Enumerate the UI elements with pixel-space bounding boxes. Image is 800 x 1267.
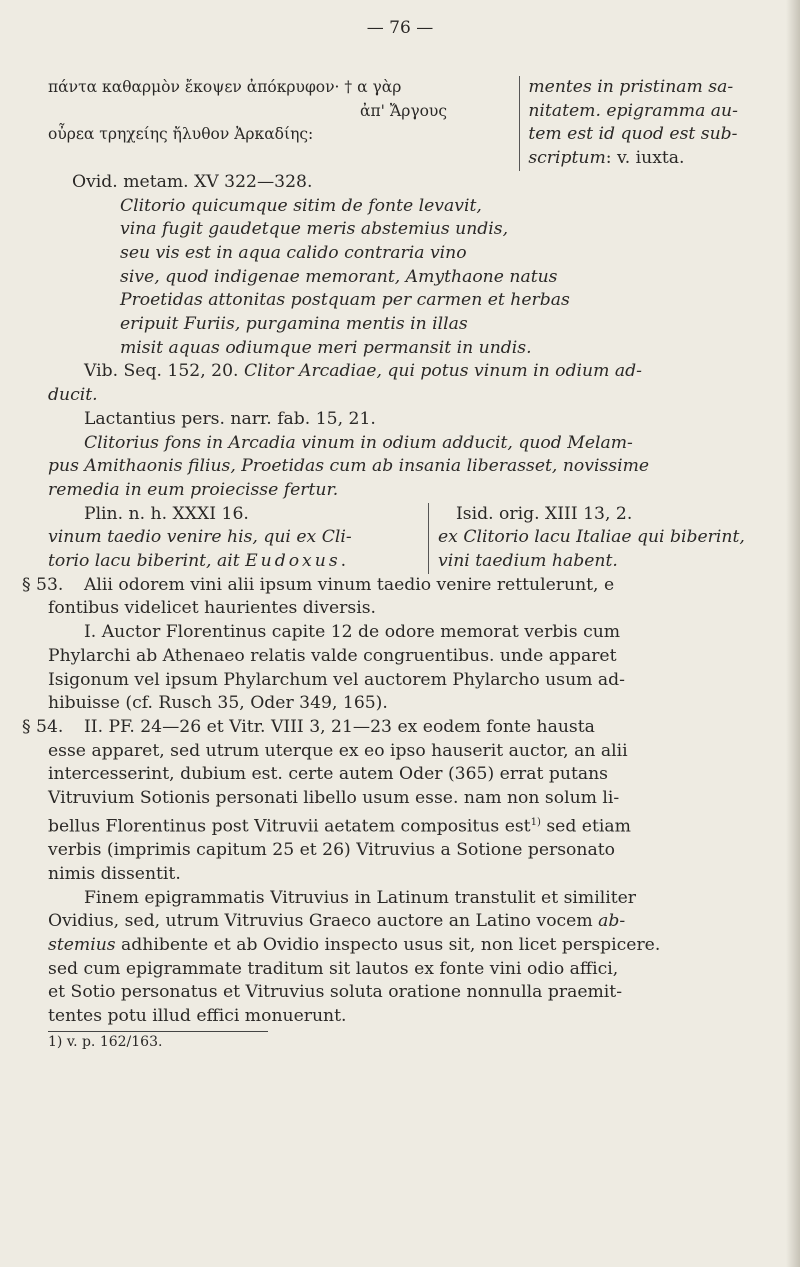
- s54-text: bellus Florentinus post Vitruvii aetatem compositus est: [48, 816, 531, 837]
- greek-line: ἀπ' Ἄργους: [360, 101, 448, 120]
- footnote-ref: 1): [530, 816, 541, 828]
- final-line: [48, 910, 768, 934]
- gloss-line: nitatem. epigramma au-: [528, 100, 738, 121]
- greek-line: πάντα καθαρμὸν ἔκοψεν ἀπόκρυφον· † α γὰρ: [48, 78, 402, 96]
- plin-end: .: [340, 551, 347, 572]
- s54-line: esse apparet, sed utrum uterque ex eo ipso hauserit auctor, an alii: [48, 740, 628, 761]
- s54-line: nimis dissentit.: [48, 863, 181, 884]
- s53-line: Isigonum vel ipsum Phylarchum vel auctorem Phylarcho usum ad-: [48, 669, 625, 690]
- vib-line: ducit.: [48, 385, 98, 406]
- verse-line: Clitorio quicumque sitim de fonte levavit,: [120, 195, 482, 216]
- gloss-line: tem est id quod est sub-: [528, 124, 738, 145]
- greek-block: [48, 76, 768, 171]
- final-italic: stemius: [48, 935, 116, 956]
- s54-line: Vitruvium Sotionis personati libello usum esse. nam non solum li-: [48, 788, 620, 809]
- final-paragraph: [48, 887, 768, 1029]
- plin-author: Eudoxus: [245, 551, 341, 572]
- final-line: Finem epigrammatis Vitruvius in Latinum transtulit et similiter: [84, 887, 636, 908]
- page-number: — 76 —: [366, 18, 434, 38]
- gloss-line: mentes in pristinam sa-: [528, 77, 734, 97]
- s54-line: intercesserint, dubium est. certe autem Oder (365) errat putans: [48, 764, 608, 785]
- plin-column: [48, 503, 428, 574]
- final-line: sed cum epigrammate traditum sit lautos ex fonte vini odio affici,: [48, 958, 619, 979]
- isid-ref: Isid. orig. XIII 13, 2.: [456, 503, 633, 524]
- s54-line: verbis (imprimis capitum 25 et 26) Vitruvius a Sotione personato: [48, 840, 615, 861]
- verse-line: seu vis est in aqua calido contraria vino: [120, 242, 467, 263]
- final-italic: ab-: [598, 911, 626, 932]
- isid-line: vini taedium habent.: [438, 551, 618, 572]
- final-text: Ovidius, sed, utrum Vitruvius Graeco auctore an Latino vocem: [48, 911, 593, 932]
- greek-epigram: [48, 76, 519, 171]
- plin-ref: Plin. n. h. XXXI 16.: [84, 503, 249, 524]
- footnote: 1) v. p. 162/163.: [48, 1033, 163, 1050]
- gloss-rest: : v. iuxta.: [605, 148, 685, 169]
- vib-text: Clitor Arcadiae, qui potus vinum in odium ad-: [243, 361, 642, 382]
- gloss-line: [528, 147, 768, 171]
- vib-ref: Vib. Seq. 152, 20.: [84, 361, 239, 382]
- verse-line: vina fugit gaudetque meris abstemius undis,: [120, 219, 509, 240]
- s53-line: I. Auctor Florentinus capite 12 de odore memorat verbis cum: [84, 622, 621, 643]
- s54-text: sed etiam: [540, 816, 631, 837]
- s53-line: fontibus videlicet haurientes diversis.: [48, 598, 376, 619]
- final-line: tentes potu illud effici monuerunt.: [48, 1006, 347, 1027]
- verse-line: Proetidas attonitas postquam per carmen et herbas: [120, 290, 570, 311]
- vib-line: [48, 360, 768, 384]
- gloss-italic: scriptum: [528, 148, 606, 169]
- final-text: adhibente et ab Ovidio inspecto usus sit, non licet perspicere.: [115, 935, 661, 956]
- verse-line: eripuit Furiis, purgamina mentis in illas: [120, 314, 468, 335]
- lactantius-line: pus Amithaonis filius, Proetidas cum ab insania liberasset, novissime: [48, 456, 650, 477]
- s54-line: II. PF. 24—26 et Vitr. VIII 3, 21—23 ex eodem fonte hausta: [84, 716, 595, 737]
- final-line: [48, 934, 768, 958]
- section-54: [22, 716, 768, 887]
- plin-line: [48, 550, 428, 574]
- verse-line: misit aquas odiumque meri permansit in undis.: [120, 337, 532, 358]
- s53-line: Phylarchi ab Athenaeo relatis valde congruentibus. unde apparet: [48, 645, 617, 666]
- verse-line: sive, quod indigenae memorant, Amythaone natus: [120, 266, 558, 287]
- lactantius-ref: Lactantius pers. narr. fab. 15, 21.: [84, 408, 376, 429]
- isid-column: [428, 503, 768, 574]
- plin-isid-block: [48, 503, 768, 574]
- ovid-ref: Ovid. metam. XV 322—328.: [72, 171, 313, 192]
- plin-line: vinum taedio venire his, qui ex Cli-: [48, 527, 352, 548]
- plin-text: torio lacu biberint, ait: [48, 551, 240, 572]
- section-mark: § 53.: [22, 574, 64, 595]
- s53-line: Alii odorem vini alii ipsum vinum taedio venire rettulerunt, e: [84, 574, 615, 595]
- s53-line: hibuisse (cf. Rusch 35, Oder 349, 165).: [48, 693, 388, 714]
- s54-line: [48, 811, 768, 839]
- ovid-verses: [48, 195, 768, 361]
- page-body: [22, 76, 768, 1052]
- section-53: [22, 574, 768, 716]
- section-mark: § 54.: [22, 716, 64, 737]
- final-line: et Sotio personatus et Vitruvius soluta oratione nonnulla praemit-: [48, 982, 623, 1003]
- greek-line: οὖρεα τρηχείης ἤλυθον Ἀρκαδίης:: [48, 125, 314, 144]
- gloss-column: [519, 76, 768, 171]
- lactantius-line: Clitorius fons in Arcadia vinum in odium adducit, quod Melam-: [84, 432, 633, 453]
- isid-line: ex Clitorio lacu Italiae qui biberint,: [438, 527, 745, 548]
- lactantius-line: remedia in eum proiecisse fertur.: [48, 479, 339, 500]
